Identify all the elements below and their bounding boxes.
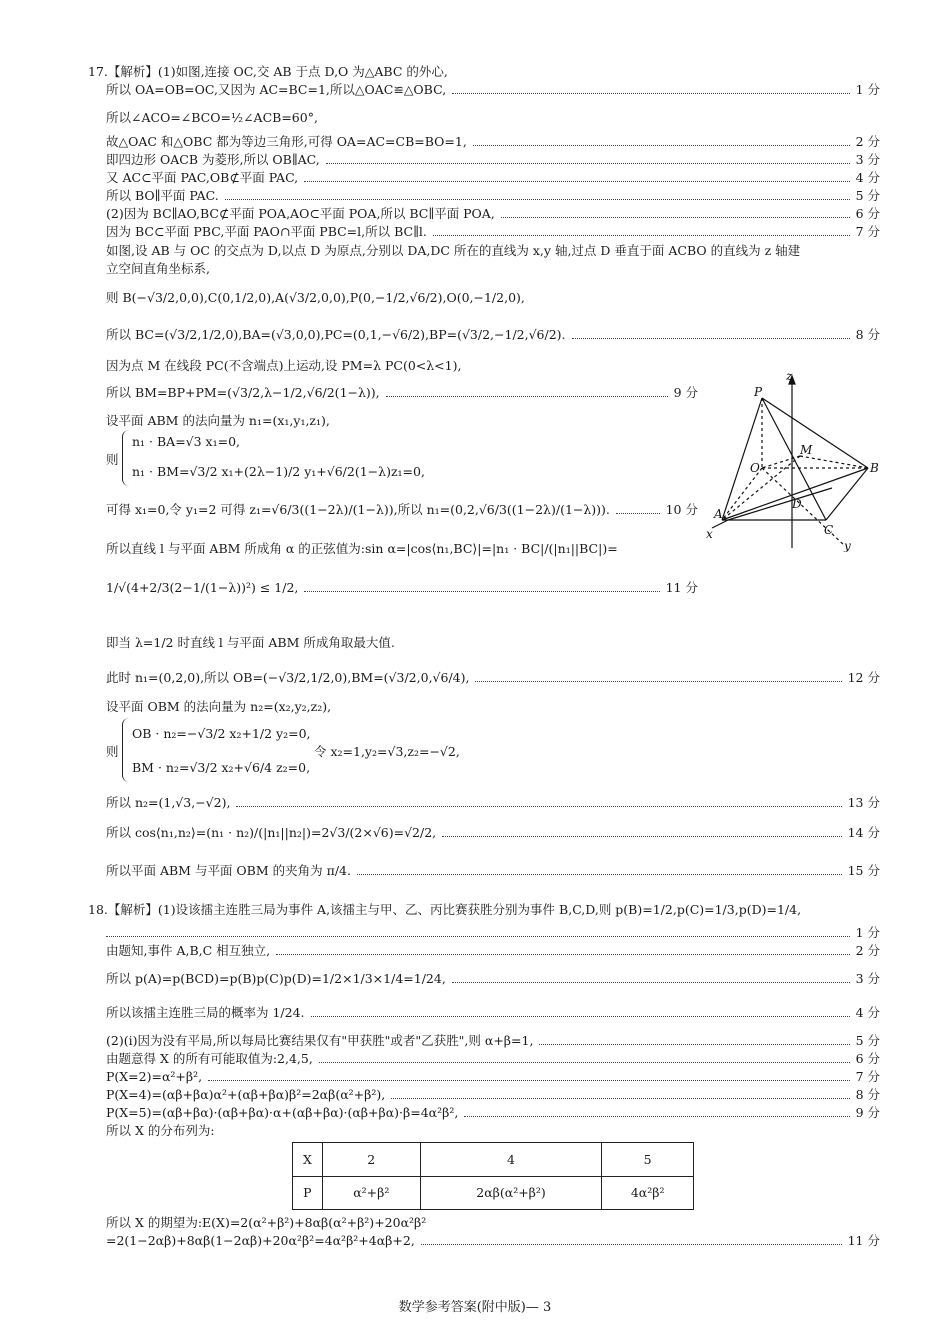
label-a: A [714,507,723,521]
q18-line-8: P(X=4)=(αβ+βα)α²+(αβ+βα)β²=2αβ(α²+β²), 8 分 [106,1087,880,1102]
q18-line-6: 由题意得 X 的所有可能取值为:2,4,5, 6 分 [106,1051,880,1066]
q18-line-9: P(X=5)=(αβ+βα)·(αβ+βα)·α+(αβ+βα)·(αβ+βα)·β=4α²β², 9 分 [106,1105,880,1120]
dot-leader [475,681,841,682]
dot-leader [311,1016,850,1017]
q17-line-22: 此时 n₁=(0,2,0),所以 OB=(−√3/2,1/2,0),BM=(√3/2,0,√6/4), 12 分 [106,670,880,685]
brace [122,430,129,486]
q17-line-4: 故△OAC 和△OBC 都为等边三角形,可得 OA=AC=CB=BO=1, 2 分 [106,134,880,149]
table-cell: α²+β² [322,1176,420,1210]
q18-line-2: 由题知,事件 A,B,C 相互独立, 2 分 [106,943,880,958]
dot-leader [539,1044,849,1045]
q17-line-5: 即四边形 OACB 为菱形,所以 OB∥AC, 3 分 [106,152,880,167]
dot-leader [304,181,849,182]
m-o-line [762,456,800,468]
table-cell: 2 [322,1143,420,1177]
label-d: D [792,497,802,511]
dot-leader [391,1098,849,1099]
dot-leader [452,982,850,983]
table-cell: X [293,1143,323,1177]
distribution-table [292,1142,694,1210]
dot-leader [421,1244,842,1245]
dot-leader [236,806,841,807]
dot-leader [326,163,850,164]
q17-line-19: 所以直线 l 与平面 ABM 所成角 α 的正弦值为:sin α=|cos⟨n₁,BC⟩|=|n₁ · BC|/(|n₁||BC|)= [106,541,618,556]
q18-line-3: 所以 p(A)=p(BCD)=p(B)p(C)p(D)=1/2×1/3×1/4=1/24, 3 分 [106,971,880,986]
dot-leader [386,396,668,397]
dot-leader [442,836,841,837]
table-cell: 4 [420,1143,602,1177]
p-a-edge [722,398,762,520]
dot-leader [276,954,849,955]
dot-leader [304,591,659,592]
q18-line-10: 所以 X 的分布列为: [106,1123,215,1138]
q18-line-12: =2(1−2αβ)+8αβ(1−2αβ)+20α²β²=4α²β²+4αβ+2, 11 分 [106,1233,880,1248]
dot-leader [357,874,842,875]
page-footer: 数学参考答案(附中版)— 3 [398,1300,552,1315]
q17-line-16: 设平面 ABM 的法向量为 n₁=(x₁,y₁,z₁), [106,413,330,428]
table-row [293,1143,694,1177]
label-m: M [800,443,813,457]
q17-line-11: 立空间直角坐标系, [106,261,210,276]
q18-line-1: 18.【解析】(1)设该擂主连胜三局为事件 A,该擂主与甲、乙、丙比赛获胜分别为事件 B,C,D,则 p(B)=1/2,p(C)=1/3,p(D)=1/4, [88,902,802,917]
dot-leader [106,936,850,937]
label-x: x [706,527,713,541]
q17-line-20: 1/√(4+2/3(2−1/(1−λ))²) ≤ 1/2, 11 分 [106,580,698,595]
a-b-edge [722,468,868,520]
label-y: y [844,539,851,552]
q18-line-11: 所以 X 的期望为:E(X)=2(α²+β²)+8αβ(α²+β²)+20α²β² [106,1215,427,1230]
table-cell: 5 [602,1143,694,1177]
q17-line-6: 又 AC⊂平面 PAC,OB⊄平面 PAC, 4 分 [106,170,880,185]
label-z: z [786,369,793,383]
q17-line-14: 因为点 M 在线段 PC(不含端点)上运动,设 PM=λ PC(0<λ<1), [106,358,462,373]
q17-line-23: 设平面 OBM 的法向量为 n₂=(x₂,y₂,z₂), [106,699,332,714]
q17-line-8: (2)因为 BC∥AO,BC⊄平面 POA,AO⊂平面 POA,所以 BC∥平面 POA, 6 分 [106,206,880,221]
label-o: O [750,461,760,475]
table-cell: 2αβ(α²+β²) [420,1176,602,1210]
dot-leader [452,93,849,94]
q17-line-1: 17.【解析】(1)如图,连接 OC,交 AB 于点 D,O 为△ABC 的外心, [88,64,448,79]
q17-line-13: 所以 BC=(√3/2,1/2,0),BA=(√3,0,0),PC=(0,1,−√6/2),BP=(√3/2,−1/2,√6/2). 8 分 [106,327,880,342]
q18-line-4: 所以该擂主连胜三局的概率为 1/24. 4 分 [106,1005,880,1020]
q18-line-7: P(X=2)=α²+β², 7 分 [106,1069,880,1084]
label-p: P [754,385,763,399]
x-axis [712,520,728,528]
q17-system-2: 则 OB · n₂=−√3/2 x₂+1/2 y₂=0, BM · n₂=√3/2 x₂+√6/4 z₂=0, 令 x₂=1,y₂=√3,z₂=−√2, [106,718,806,784]
q17-line-12: 则 B(−√3/2,0,0),C(0,1/2,0),A(√3/2,0,0),P(0,−1/2,√6/2),O(0,−1/2,0), [106,290,525,305]
q17-line-9: 因为 BC⊂平面 PBC,平面 PAO∩平面 PBC=l,所以 BC∥l. 7 分 [106,224,880,239]
dot-leader [208,1080,849,1081]
table-cell: P [293,1176,323,1210]
q17-line-27: 所以平面 ABM 与平面 OBM 的夹角为 π/4. 15 分 [106,863,880,878]
dot-leader [319,1062,850,1063]
q18-line-5: (2)(ⅰ)因为没有平局,所以每局比赛结果仅有"甲获胜"或者"乙获胜",则 α+β=1, 5 分 [106,1033,880,1048]
m-b-line [800,456,868,468]
dot-leader [464,1116,849,1117]
q17-line-3: 所以∠ACO=∠BCO=½∠ACB=60°, [106,110,318,125]
table-row [293,1176,694,1210]
label-c: C [824,523,834,537]
q17-line-25: 所以 n₂=(1,√3,−√2), 13 分 [106,795,880,810]
dot-leader [473,145,850,146]
dot-leader [616,513,660,514]
q18-line-1b: 1 分 [106,924,880,942]
geometry-figure [700,368,890,552]
q17-line-2: 所以 OA=OB=OC,又因为 AC=BC=1,所以△OAC≌△OBC, 1 分 [106,82,880,97]
o-a-edge [722,468,762,520]
q17-line-15: 所以 BM=BP+PM=(√3/2,λ−1/2,√6/2(1−λ)), 9 分 [106,385,698,400]
dot-leader [501,217,850,218]
table-cell: 4α²β² [602,1176,694,1210]
q17-line-21: 即当 λ=1/2 时直线 l 与平面 ABM 所成角取最大值. [106,635,395,650]
q17-line-26: 所以 cos⟨n₁,n₂⟩=(n₁ · n₂)/(|n₁||n₂|)=2√3/(2×√6)=√2/2, 14 分 [106,825,880,840]
q17-system-1: 则 n₁ · BA=√3 x₁=0, n₁ · BM=√3/2 x₁+(2λ−1)/2 y₁+√6/2(1−λ)z₁=0, [106,430,666,488]
q17-line-10: 如图,设 AB 与 OC 的交点为 D,以点 D 为原点,分别以 DA,DC 所在的直线为 x,y 轴,过点 D 垂直于面 ACBO 的直线为 z 轴建 [106,243,801,258]
dot-leader [433,235,850,236]
label-b: B [870,461,879,475]
dot-leader [225,199,850,200]
q17-line-18: 可得 x₁=0,令 y₁=2 可得 z₁=√6/3((1−2λ)/(1−λ)),所以 n₁=(0,2,√6/3((1−2λ)/(1−λ))). 10 分 [106,502,698,517]
q17-line-7: 所以 BO∥平面 PAC. 5 分 [106,188,880,203]
dot-leader [572,338,850,339]
brace [122,718,129,782]
p-b-edge [762,398,868,468]
